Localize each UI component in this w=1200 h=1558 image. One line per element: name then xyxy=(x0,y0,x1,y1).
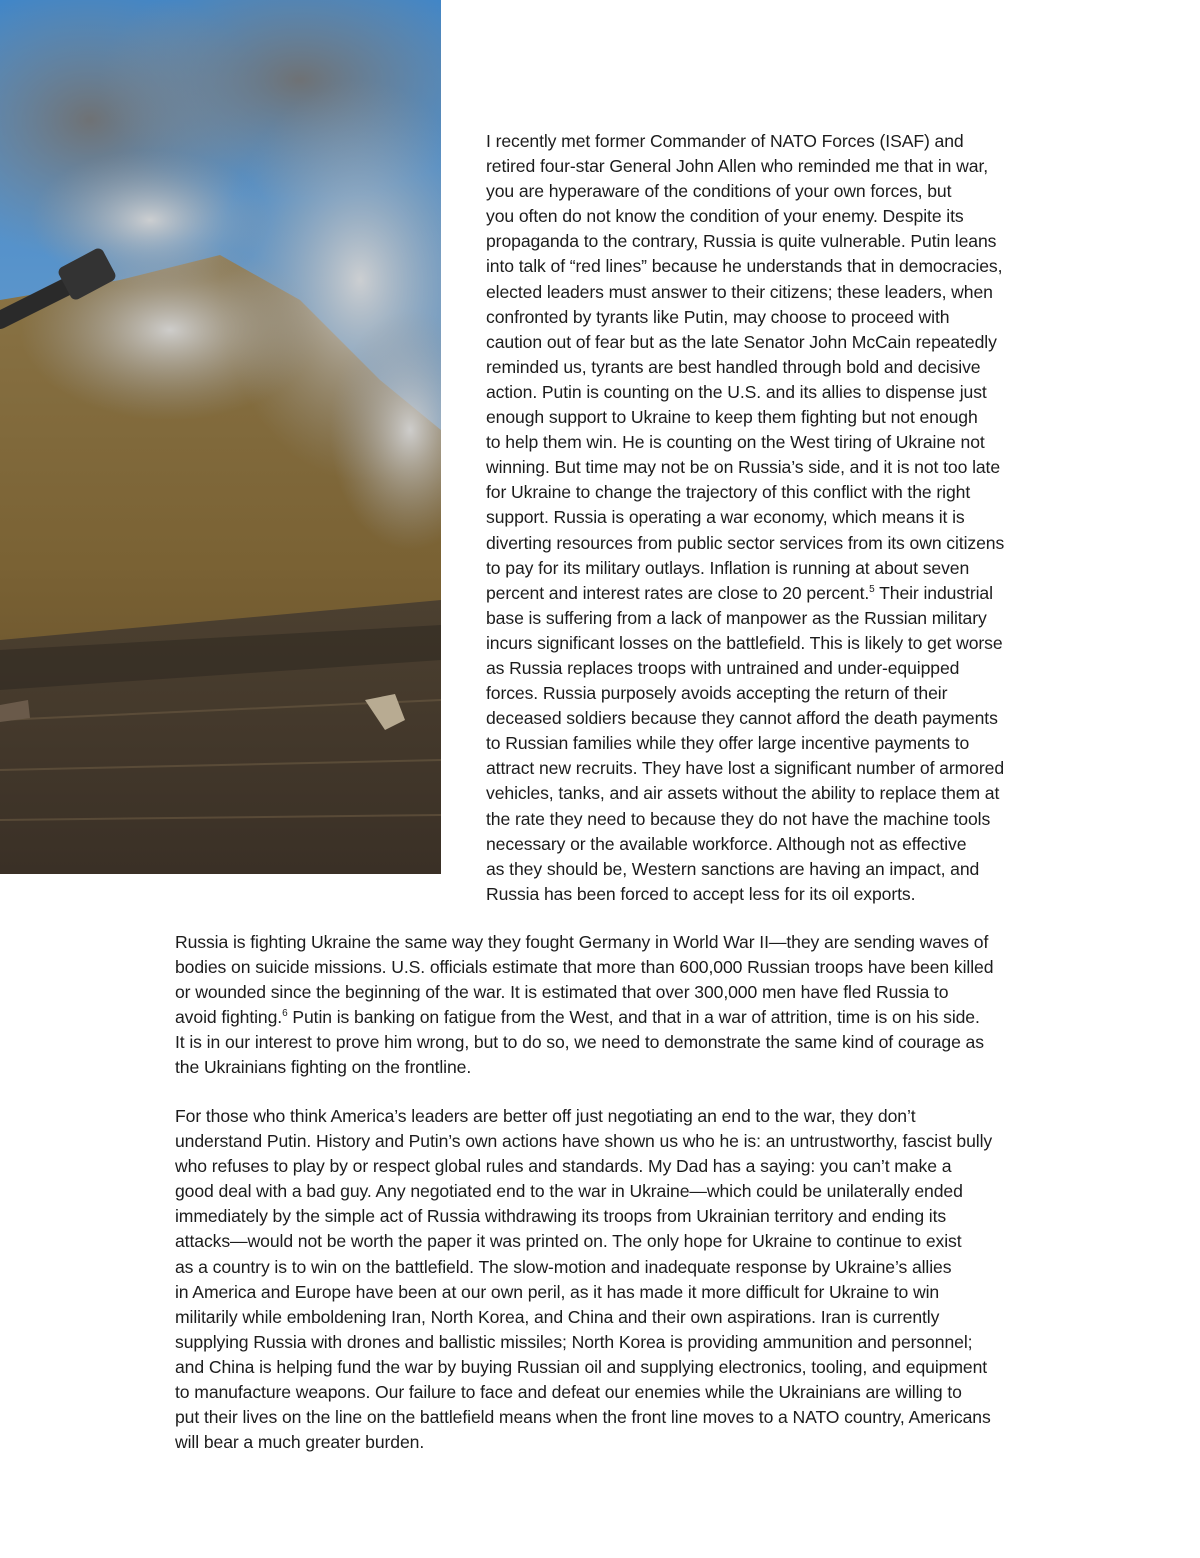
text-line: for Ukraine to change the trajectory of this conflict with the right xyxy=(486,482,971,503)
text-line: good deal with a bad guy. Any negotiated end to the war in Ukraine—which could be unilaterally ended xyxy=(175,1181,963,1202)
text-line: attract new recruits. They have lost a significant number of armored xyxy=(486,758,1004,779)
footnote-marker: 5 xyxy=(869,583,875,595)
text-line: supplying Russia with drones and ballistic missiles; North Korea is providing ammunition and personnel; xyxy=(175,1331,973,1352)
text-line: to manufacture weapons. Our failure to face and defeat our enemies while the Ukrainians are willing to xyxy=(175,1382,962,1403)
text-line: in America and Europe have been at our own peril, as it has made it more difficult for Ukraine to win xyxy=(175,1281,940,1302)
text-line: vehicles, tanks, and air assets without the ability to replace them at xyxy=(486,783,1000,804)
text-segment: Putin is banking on fatigue from the West, and that in a war of attrition, time is on his side. xyxy=(287,1007,980,1028)
text-line: Russia is fighting Ukraine the same way they fought Germany in World War II—they are sending waves of xyxy=(175,932,989,952)
text-line: enough support to Ukraine to keep them fighting but not enough xyxy=(486,407,978,428)
text-line: to pay for its military outlays. Inflation is running at about seven xyxy=(486,557,970,578)
text-line: to help them win. He is counting on the West tiring of Ukraine not xyxy=(486,432,985,453)
artillery-photo-icon xyxy=(0,0,441,874)
text-line: understand Putin. History and Putin’s own actions have shown us who he is: an untrustworthy, fascist bully xyxy=(175,1131,993,1152)
text-line: attacks—would not be worth the paper it was printed on. The only hope for Ukraine to continue to exist xyxy=(175,1231,962,1252)
paragraph-3 xyxy=(175,1104,1045,1455)
text-line: action. Putin is counting on the U.S. and its allies to dispense just xyxy=(486,381,987,402)
text-line: reminded us, tyrants are best handled through bold and decisive xyxy=(486,356,981,377)
text-line: you often do not know the condition of your enemy. Despite its xyxy=(486,206,964,227)
text-line: confronted by tyrants like Putin, may choose to proceed with xyxy=(486,306,950,327)
text-line: who refuses to play by or respect global rules and standards. My Dad has a saying: you can’t make a xyxy=(175,1156,952,1177)
text-line: you are hyperaware of the conditions of your own forces, but xyxy=(486,181,952,202)
paragraph-1 xyxy=(486,129,1046,907)
text-line: or wounded since the beginning of the war. It is estimated that over 300,000 men have fled Russia to xyxy=(175,982,949,1003)
text-line: as they should be, Western sanctions are having an impact, and xyxy=(486,858,980,879)
text-line: to Russian families while they offer large incentive payments to xyxy=(486,733,970,754)
footnote-marker: 6 xyxy=(282,1008,288,1020)
text-line: and China is helping fund the war by buying Russian oil and supplying electronics, tooling, and equipment xyxy=(175,1356,988,1377)
text-line: retired four-star General John Allen who reminded me that in war, xyxy=(486,156,989,177)
text-segment: Their industrial xyxy=(874,582,993,603)
text-line: militarily while emboldening Iran, North Korea, and China and their own aspirations. Iran is currently xyxy=(175,1306,940,1327)
text-line: Russia has been forced to accept less for its oil exports. xyxy=(486,883,916,904)
text-segment: percent and interest rates are close to 20 percent. xyxy=(486,582,870,603)
text-line: base is suffering from a lack of manpower as the Russian military xyxy=(486,607,987,628)
text-line: support. Russia is operating a war economy, which means it is xyxy=(486,507,965,528)
text-line: put their lives on the line on the battlefield means when the front line moves to a NATO country, Americans xyxy=(175,1407,991,1428)
text-line: will bear a much greater burden. xyxy=(175,1432,425,1453)
text-line: forces. Russia purposely avoids accepting the return of their xyxy=(486,683,948,704)
text-line: For those who think America’s leaders are better off just negotiating an end to the war, they don’t xyxy=(175,1106,916,1126)
text-line: incurs significant losses on the battlefield. This is likely to get worse xyxy=(486,632,1003,653)
text-line: I recently met former Commander of NATO Forces (ISAF) and xyxy=(486,131,964,151)
text-line: caution out of fear but as the late Senator John McCain repeatedly xyxy=(486,331,997,352)
text-line: the rate they need to because they do not have the machine tools xyxy=(486,808,991,829)
artillery-photo xyxy=(0,0,441,874)
text-line: diverting resources from public sector services from its own citizens xyxy=(486,532,1005,553)
paragraph-2 xyxy=(175,930,1045,1081)
text-line: necessary or the available workforce. Although not as effective xyxy=(486,833,967,854)
text-line: the Ukrainians fighting on the frontline. xyxy=(175,1057,472,1078)
text-line: deceased soldiers because they cannot afford the death payments xyxy=(486,708,998,729)
text-line: elected leaders must answer to their citizens; these leaders, when xyxy=(486,281,993,302)
text-segment: avoid fighting. xyxy=(175,1007,283,1028)
text-line: immediately by the simple act of Russia withdrawing its troops from Ukrainian territory and ending its xyxy=(175,1206,947,1227)
text-line: propaganda to the contrary, Russia is quite vulnerable. Putin leans xyxy=(486,231,997,252)
text-line: as Russia replaces troops with untrained and under-equipped xyxy=(486,657,960,678)
text-line: as a country is to win on the battlefield. The slow-motion and inadequate response by Ukraine’s allies xyxy=(175,1256,952,1277)
text-line xyxy=(486,581,1046,606)
text-line xyxy=(175,1005,1045,1030)
text-line: It is in our interest to prove him wrong, but to do so, we need to demonstrate the same kind of courage as xyxy=(175,1032,984,1053)
text-line: into talk of “red lines” because he understands that in democracies, xyxy=(486,256,1003,277)
text-line: bodies on suicide missions. U.S. officials estimate that more than 600,000 Russian troops have been killed xyxy=(175,957,994,978)
text-line: winning. But time may not be on Russia’s side, and it is not too late xyxy=(486,457,1001,478)
